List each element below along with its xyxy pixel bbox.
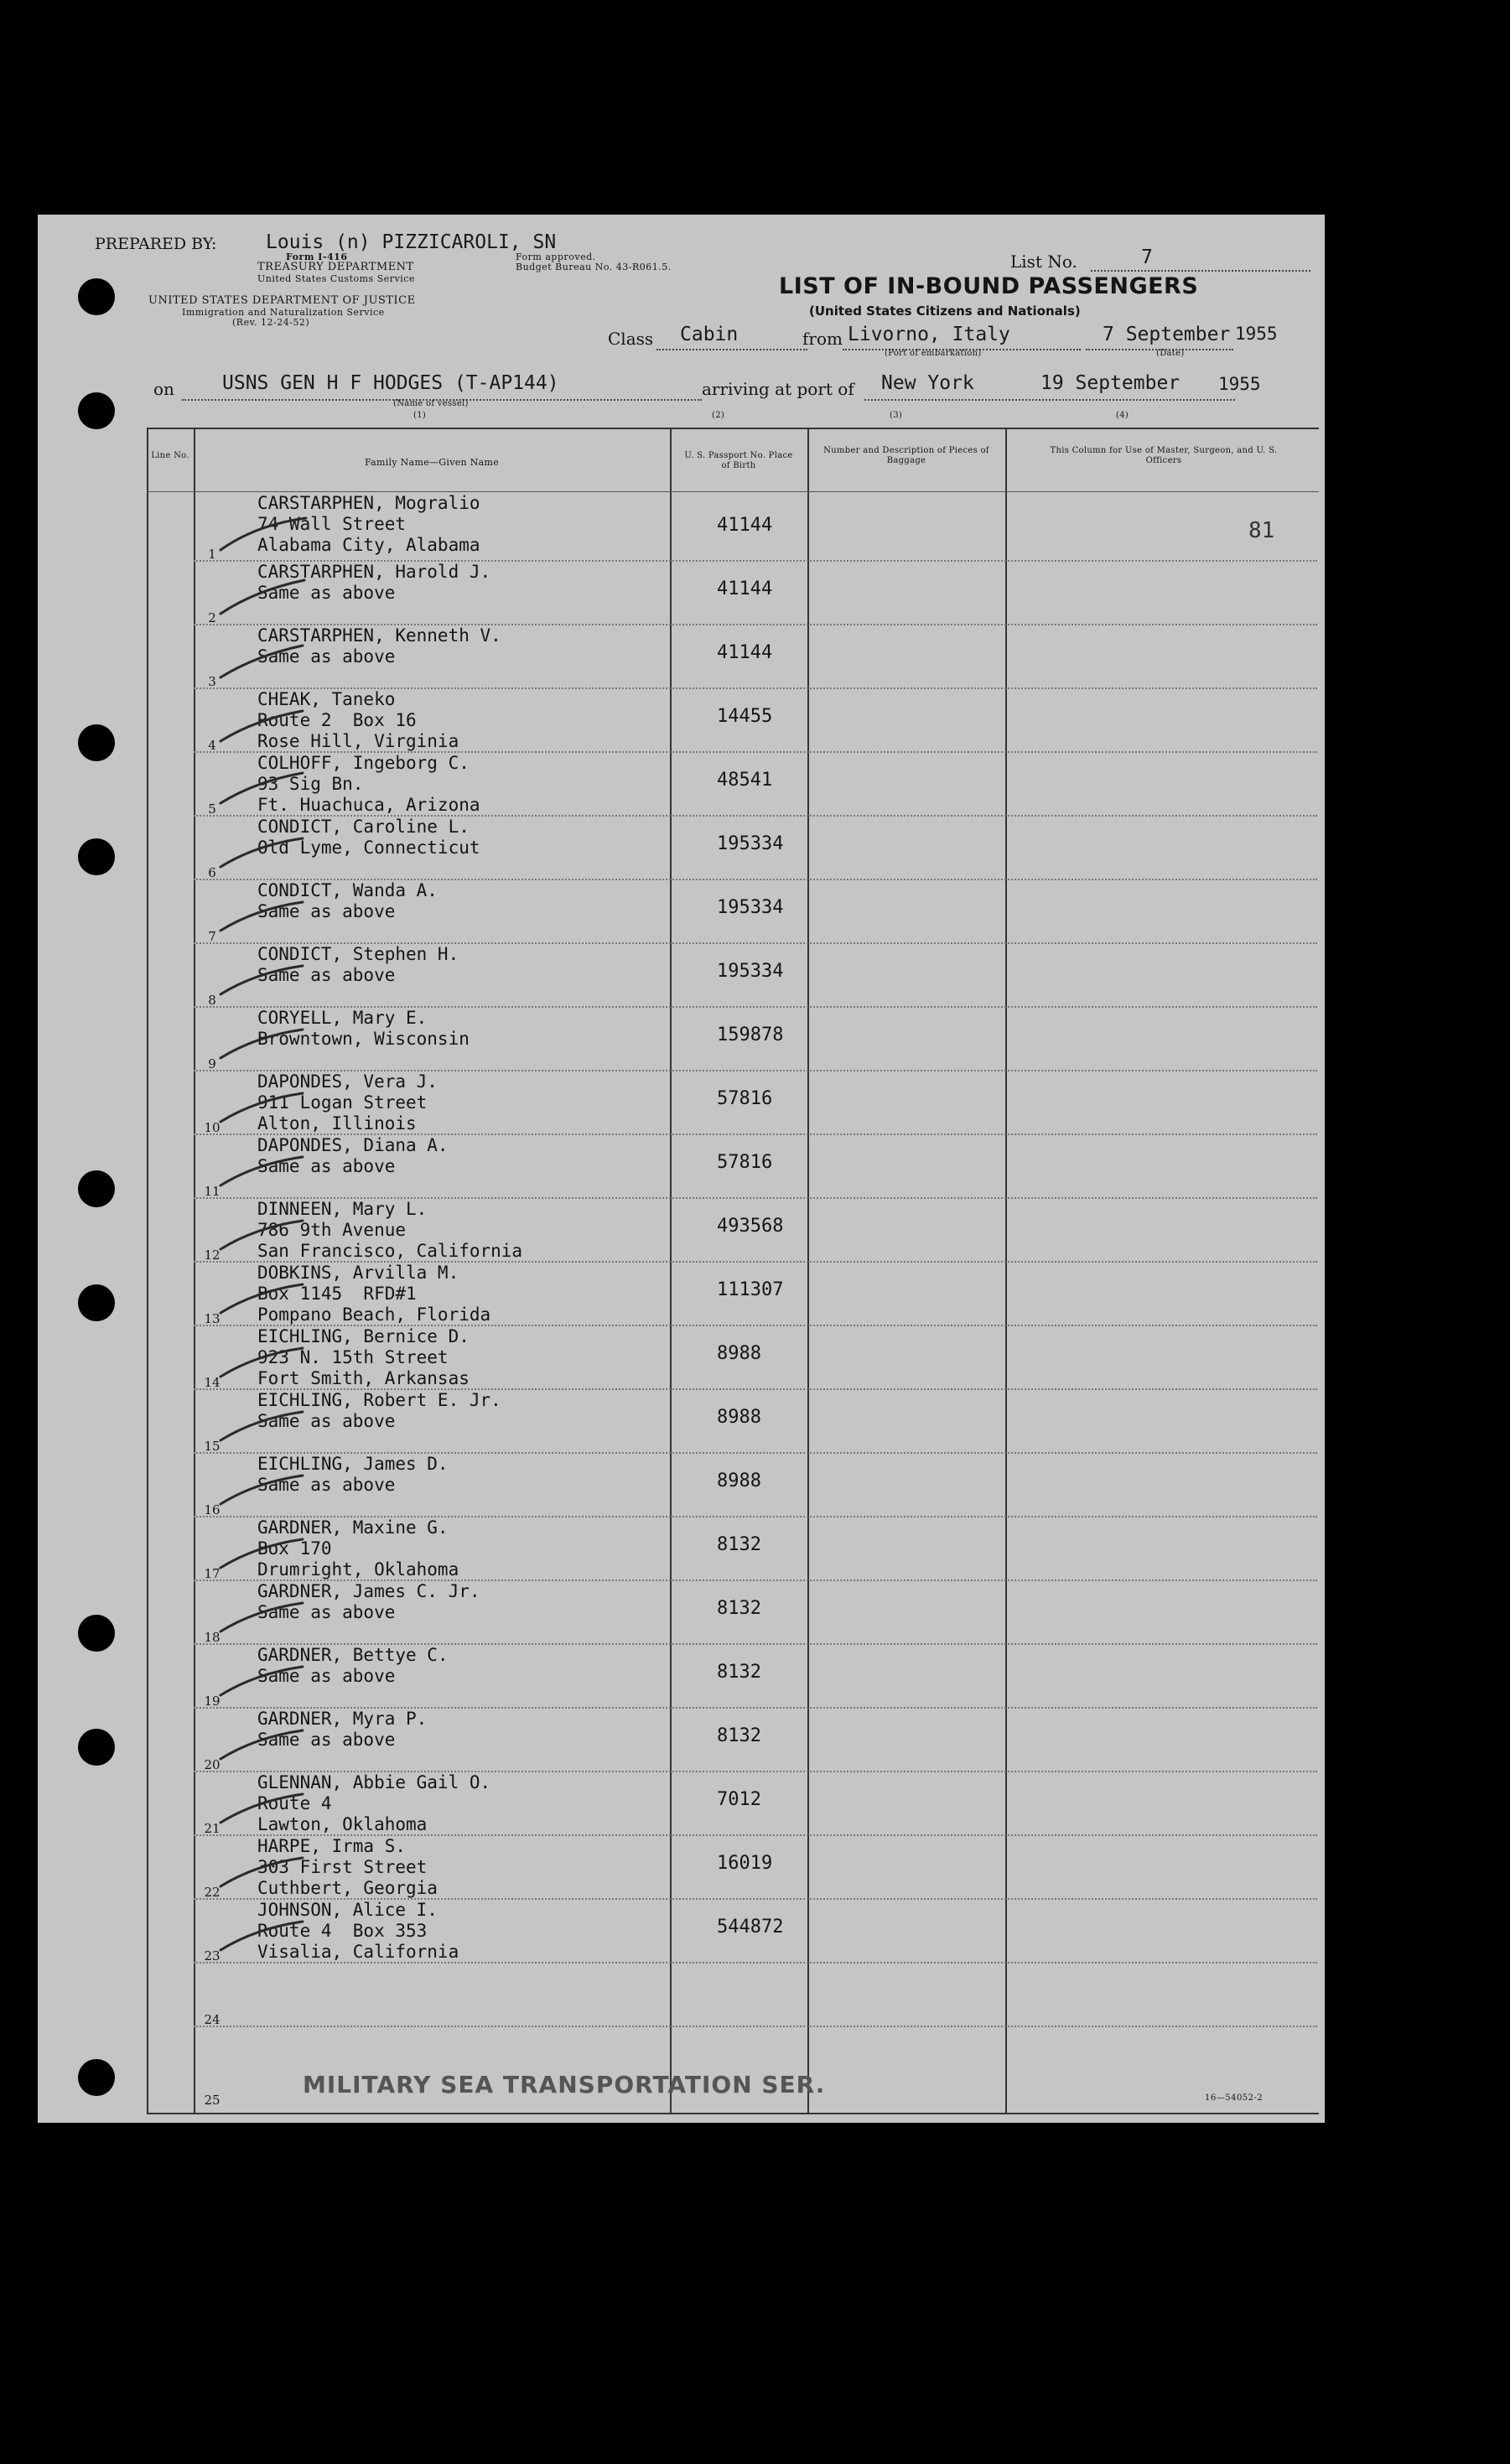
- margin-note: 81: [1248, 518, 1275, 543]
- passport-number: 41144: [717, 578, 773, 599]
- document-title: LIST OF IN-BOUND PASSENGERS: [779, 273, 1199, 299]
- line-number: 21: [204, 1821, 221, 1836]
- passenger-entry: CONDICT, Wanda A. Same as above: [257, 880, 438, 921]
- line-number: 8: [208, 993, 216, 1008]
- col-number-2: (2): [712, 411, 725, 420]
- departure-year: 1955: [1235, 324, 1278, 344]
- vessel-caption: (Name of vessel): [393, 399, 469, 408]
- punch-hole: [78, 724, 115, 761]
- passport-number: 14455: [717, 706, 773, 727]
- passenger-entry: EICHLING, James D. Same as above: [257, 1454, 449, 1495]
- passenger-entry: CHEAK, Taneko Route 2 Box 16 Rose Hill, Virginia: [257, 689, 459, 751]
- punch-hole: [78, 838, 115, 875]
- on-label: on: [153, 379, 174, 399]
- punch-hole: [78, 1170, 115, 1207]
- punch-hole: [78, 1284, 115, 1321]
- line-number: 22: [204, 1885, 221, 1900]
- passport-number: 7012: [717, 1789, 761, 1810]
- passenger-entry: CONDICT, Stephen H. Same as above: [257, 944, 459, 985]
- list-no-value: 7: [1141, 246, 1153, 268]
- customs-service: United States Customs Service: [257, 273, 415, 284]
- passport-number: 8132: [717, 1725, 761, 1746]
- form-approved: Form approved.: [516, 252, 596, 262]
- prepared-by-label: PREPARED BY:: [95, 235, 217, 253]
- table-left-border: [147, 428, 148, 2114]
- line-number: 10: [204, 1120, 221, 1135]
- table-bottom-border: [147, 2113, 1319, 2114]
- ins-service: Immigration and Naturalization Service: [182, 307, 385, 318]
- col-header-line-no: Line No.: [151, 451, 189, 460]
- line-number: 6: [208, 865, 216, 880]
- passport-number: 8988: [717, 1343, 761, 1364]
- line-number: 3: [208, 674, 216, 689]
- line-number: 11: [204, 1184, 221, 1199]
- col-divider-name: [670, 428, 672, 2114]
- from-value: Livorno, Italy: [848, 324, 1010, 345]
- print-code: 16—54052-2: [1205, 2093, 1264, 2103]
- passport-number: 159878: [717, 1025, 784, 1045]
- passenger-entry: CARSTARPHEN, Mogralio 74 Wall Street Alabama City, Alabama: [257, 493, 480, 555]
- passport-number: 57816: [717, 1088, 773, 1109]
- line-number: 1: [208, 547, 216, 562]
- passenger-entry: HARPE, Irma S. 303 First Street Cuthbert, Georgia: [257, 1836, 438, 1898]
- passenger-entry: DINNEEN, Mary L. 786 9th Avenue San Francisco, California: [257, 1199, 523, 1261]
- passenger-entry: COLHOFF, Ingeborg C. 93 Sig Bn. Ft. Huachuca, Arizona: [257, 753, 480, 815]
- line-number: 25: [204, 2093, 221, 2108]
- line-number: 20: [204, 1757, 221, 1772]
- col-number-3: (3): [890, 411, 903, 420]
- punch-hole: [78, 278, 115, 315]
- passenger-entry: GARDNER, Maxine G. Box 170 Drumright, Oklahoma: [257, 1517, 459, 1580]
- passport-number: 493568: [717, 1216, 784, 1237]
- passenger-entry: GARDNER, James C. Jr. Same as above: [257, 1581, 480, 1622]
- col-number-4: (4): [1116, 411, 1129, 420]
- arrive-line: [864, 399, 1235, 401]
- passenger-entry: CARSTARPHEN, Kenneth V. Same as above: [257, 625, 501, 667]
- passport-number: 57816: [717, 1152, 773, 1173]
- manifest-page: [38, 215, 1325, 2123]
- passport-number: 111307: [717, 1279, 784, 1300]
- budget-bureau: Budget Bureau No. 43-R061.5.: [516, 262, 672, 272]
- class-line: [656, 349, 807, 350]
- line-number: 13: [204, 1311, 221, 1326]
- col-header-officers: This Column for Use of Master, Surgeon, and U. S. Officers: [1050, 446, 1278, 465]
- embark-caption: (Port of embarkation): [885, 349, 982, 358]
- passport-number: 544872: [717, 1917, 784, 1937]
- vessel-name: USNS GEN H F HODGES (T-AP144): [222, 372, 559, 394]
- class-value: Cabin: [680, 324, 739, 345]
- passenger-entry: JOHNSON, Alice I. Route 4 Box 353 Visalia, California: [257, 1900, 459, 1962]
- passenger-entry: DAPONDES, Diana A. Same as above: [257, 1135, 449, 1176]
- passport-number: 48541: [717, 770, 773, 791]
- treasury-dept: TREASURY DEPARTMENT: [257, 261, 414, 273]
- arrival-date: 19 September: [1040, 372, 1180, 394]
- list-no-label: List No.: [1010, 252, 1077, 272]
- passport-number: 8132: [717, 1598, 761, 1619]
- prepared-by-name: Louis (n) PIZZICAROLI, SN: [266, 231, 557, 253]
- passport-number: 41144: [717, 515, 773, 536]
- line-number: 15: [204, 1439, 221, 1454]
- passport-number: 8132: [717, 1662, 761, 1683]
- class-label: Class: [608, 329, 654, 349]
- col-number-1: (1): [413, 411, 427, 420]
- arriving-label: arriving at port of: [702, 379, 854, 399]
- line-number: 16: [204, 1502, 221, 1517]
- msts-stamp: MILITARY SEA TRANSPORTATION SER.: [303, 2071, 826, 2098]
- passport-number: 8988: [717, 1407, 761, 1428]
- line-number: 17: [204, 1566, 221, 1581]
- check-marks: [205, 491, 323, 1967]
- passenger-entry: GARDNER, Myra P. Same as above: [257, 1709, 428, 1750]
- punch-hole: [78, 1615, 115, 1652]
- table-top-border: [147, 428, 1319, 429]
- justice-dept: UNITED STATES DEPARTMENT OF JUSTICE: [148, 294, 416, 307]
- passport-number: 195334: [717, 833, 784, 854]
- line-number: 2: [208, 610, 216, 625]
- list-no-line: [1091, 270, 1310, 272]
- passenger-entry: CONDICT, Caroline L. Old Lyme, Connecticut: [257, 817, 480, 858]
- passenger-entry: DAPONDES, Vera J. 911 Logan Street Alton, Illinois: [257, 1071, 438, 1133]
- line-number: 12: [204, 1248, 221, 1263]
- passenger-entry: DOBKINS, Arvilla M. Box 1145 RFD#1 Pompano Beach, Florida: [257, 1263, 491, 1325]
- punch-hole: [78, 1729, 115, 1766]
- line-number: 19: [204, 1694, 221, 1709]
- passenger-entry: EICHLING, Bernice D. 923 N. 15th Street Fort Smith, Arkansas: [257, 1326, 470, 1388]
- passenger-entry: CARSTARPHEN, Harold J. Same as above: [257, 562, 491, 603]
- punch-hole: [78, 392, 115, 429]
- document-subtitle: (United States Citizens and Nationals): [809, 303, 1081, 319]
- arrival-year: 1955: [1218, 374, 1261, 394]
- line-number: 24: [204, 2012, 221, 2027]
- passport-number: 16019: [717, 1853, 773, 1874]
- line-number: 14: [204, 1375, 221, 1390]
- departure-date: 7 September: [1103, 324, 1231, 345]
- passenger-entry: EICHLING, Robert E. Jr. Same as above: [257, 1390, 501, 1431]
- punch-hole: [78, 2059, 115, 2096]
- line-number: 4: [208, 738, 216, 753]
- line-number: 23: [204, 1948, 221, 1963]
- form-number: Form I-416: [286, 252, 348, 262]
- rev-date: (Rev. 12-24-52): [232, 317, 310, 328]
- passenger-entry: GARDNER, Bettye C. Same as above: [257, 1645, 449, 1686]
- arrival-port: New York: [881, 372, 974, 394]
- line-number: 5: [208, 801, 216, 817]
- col-header-baggage: Number and Description of Pieces of Baggage: [823, 446, 989, 465]
- date-caption: (Date): [1156, 349, 1185, 358]
- col-header-name: Family Name—Given Name: [364, 457, 500, 468]
- col-divider-baggage: [1005, 428, 1007, 2114]
- from-label: from: [802, 329, 843, 349]
- passport-number: 195334: [717, 897, 784, 918]
- line-number: 18: [204, 1630, 221, 1645]
- passport-number: 8132: [717, 1534, 761, 1555]
- col-header-passport: U. S. Passport No. Place of Birth: [684, 451, 793, 470]
- line-number: 7: [208, 929, 216, 944]
- passport-number: 8988: [717, 1471, 761, 1491]
- passport-number: 41144: [717, 642, 773, 663]
- passenger-entry: CORYELL, Mary E. Browntown, Wisconsin: [257, 1008, 470, 1049]
- passport-number: 195334: [717, 961, 784, 982]
- passenger-entry: GLENNAN, Abbie Gail O. Route 4 Lawton, Oklahoma: [257, 1772, 491, 1834]
- line-number: 9: [208, 1056, 216, 1071]
